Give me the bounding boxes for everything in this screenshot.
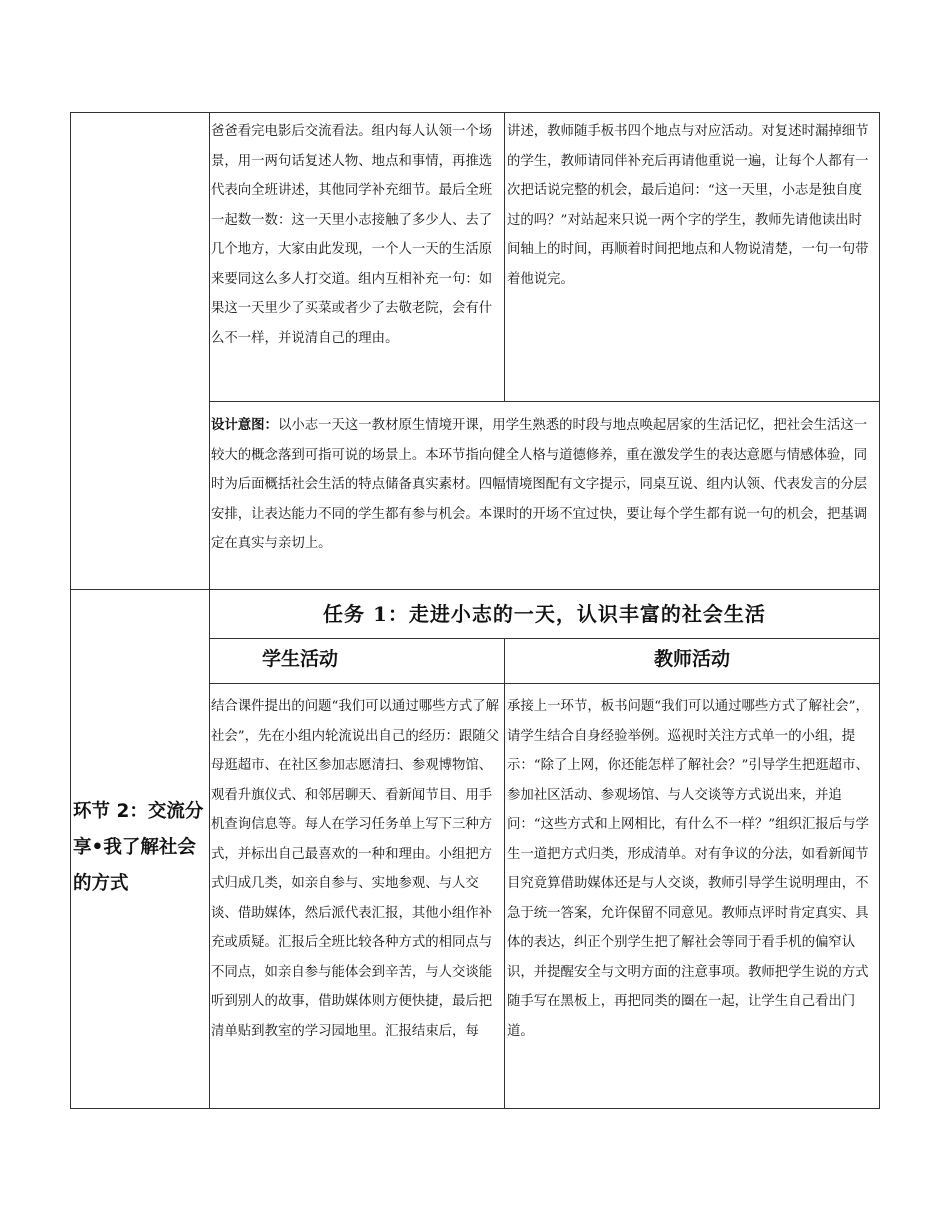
table-line-mid-top: [504, 112, 505, 401]
table-line-top: [70, 112, 880, 113]
table-line-section-divider: [70, 589, 880, 590]
table-line-bottom: [70, 1108, 880, 1109]
table-line-intent-top: [209, 401, 880, 402]
design-intent-text: 以小志一天这一教材原生情境开课，用学生熟悉的时段与地点唤起居家的生活记忆，把社会生活这一较大的概念落到可指可说的场景上。本环节指向健全人格与道德修养，重在激发学生的表达意愿与情感体验，同时为后面概括社会生活的特点储备真实素材。四幅情境图配有文字提示，同桌互说、组内认领、代表发言的分层安排，让表达能力不同的学生都有参与机会。本课时的开场不宜过快，要让每个学生都有说一句的机会，把基调定在真实与亲切上。: [211, 418, 868, 551]
section2-teacher-activity-text: 承接上一环节，板书问题“我们可以通过哪些方式了解社会”，请学生结合自身经验举例。巡视时关注方式单一的小组，提示：“除了上网，你还能怎样了解社会？”引导学生把逛超市、参加社区活动、参观场馆、与人交谈等方式说出来，并追问：“这些方式和上网相比，有什么不一样？”组织汇报后与学生一道把方式归类，形成清单。对有争议的分法，如看新闻节目究竟算借助媒体还是与人交谈，教师引导学生说明理由，不急于统一答案，允许保留不同意见。教师点评时肯定真实、具体的表达，纠正个别学生把了解社会等同于看手机的偏窄认识，并提醒安全与文明方面的注意事项。教师把学生说的方式随手写在黑板上，再把同类的圈在一起，让学生自己看出门道。: [507, 699, 869, 1039]
design-intent-cell: [211, 411, 875, 587]
table-line-task-bottom: [209, 638, 880, 639]
section2-label: 环节 2：交流分享•我了解社会的方式: [73, 801, 204, 894]
top-teacher-activity-text: 讲述，教师随手板书四个地点与对应活动。对复述时漏掉细节的学生，教师请同伴补充后再请他重说一遍，让每个人都有一次把话说完整的机会，最后追问：“这一天里，小志是独自度过的吗？”对站起来只说一两个字的学生，教师先请他读出时间轴上的时间，再顺着时间把地点和人物说清楚，一句一句带着他说完。: [507, 124, 869, 287]
section2-teacher-activity-cell: [507, 692, 874, 1104]
section2-student-activity-cell: [211, 692, 502, 1104]
section2-student-activity-text: 结合课件提出的问题“我们可以通过哪些方式了解社会”，先在小组内轮流说出自己的经历：跟随父母逛超市、在社区参加志愿清扫、参观博物馆、观看升旗仪式、和邻居聊天、看新闻节目、用手机查询信息等。每人在学习任务单上写下三种方式，并标出自己最喜欢的一种和理由。小组把方式归成几类，如亲自参与、实地参观、与人交谈、借助媒体，然后派代表汇报，其他小组作补充或质疑。汇报后全班比较各种方式的相同点与不同点，如亲自参与能体会到辛苦，与人交谈能听到别人的故事，借助媒体则方便快捷，最后把清单贴到教室的学习园地里。汇报结束后，每: [211, 699, 500, 1039]
table-line-left: [70, 112, 71, 1109]
student-activity-header: 学生活动: [261, 648, 338, 670]
table-line-header-bottom: [209, 683, 880, 684]
table-line-mid-bottom: [504, 638, 505, 1108]
top-student-activity-cell: [211, 117, 502, 397]
design-intent-label: 设计意图：: [211, 417, 278, 433]
task-title: 任务 1：走进小志的一天，认识丰富的社会生活: [323, 602, 766, 626]
teacher-activity-header: 教师活动: [653, 648, 730, 670]
top-student-activity-text: 爸爸看完电影后交流看法。组内每人认领一个场景，用一两句话复述人物、地点和事情，再推选代表向全班讲述，其他同学补充细节。最后全班一起数一数：这一天里小志接触了多少人、去了几个地方，大家由此发现，一个人一天的生活原来要同这么多人打交道。组内互相补充一句：如果这一天里少了买菜或者少了去敬老院，会有什么不一样，并说清自己的理由。: [211, 124, 493, 346]
top-teacher-activity-cell: [507, 117, 874, 397]
